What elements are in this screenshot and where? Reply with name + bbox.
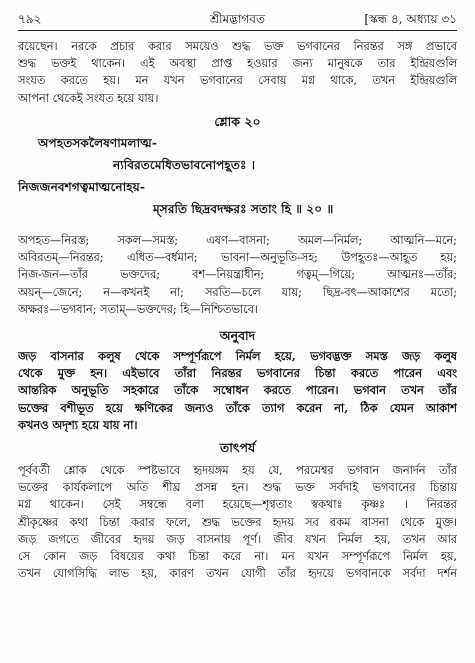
text-line: সংযত করতে হয়। মন যখন ভগবানের সেবায় মগ্ন থাকে, তখন ইন্দ্রিয়গুলি — [18, 74, 457, 88]
verse-line: অপহতসকলৈষণামলাত্ম- — [38, 136, 157, 150]
text-line: মগ্ন থাকেন। সেই সম্বন্ধে বলা হয়েছে—শৃণ্বতাং স্বকথাঃ কৃষ্ণঃ । নিরন্তর — [18, 498, 457, 512]
text-line: শুদ্ধ ভক্তই থাকেন। এই অবস্থা প্রাপ্ত হওয়ার জন্য মানুষকে তার ইন্দ্রিয়গুলি — [18, 57, 457, 71]
text-line: ভক্তের বশীভূত হয়ে ক্ষণিকের জন্যও তাঁকে ত্যাগ করেন না, ঠিক যেমন আকাশ — [18, 400, 457, 415]
synonyms-paragraph — [18, 232, 457, 318]
text-line: অয়ন্‌—জেনে; ন—কখনই না; সরতি—চলে যায়; ছিদ্র-বৎ—আকাশের মতো; — [18, 285, 457, 299]
section-reference: [স্কন্ধ ৪, অধ্যায় ৩১ — [364, 12, 457, 26]
page-number: ৭৯২ — [18, 12, 42, 26]
text-line: কখনও অদৃশ্য হয়ে যায় না। — [18, 417, 138, 432]
text-line: অবিরতম্‌—নিরন্তর; এধিত—বর্ধমান; ভাবনা—অনুভূতি-সহ; উপহূতঃ—আহূত হয়; — [18, 251, 457, 265]
book-title: শ্রীমদ্ভাগবত — [209, 12, 265, 26]
verse-line: ম্‌সরতি ছিদ্রবদক্ষরঃ সতাং হি ॥ ২০ ॥ — [153, 202, 334, 216]
text-line: শ্রীকৃষ্ণের কথা চিন্তা করার ফলে, শুদ্ধ ভক্তের হৃদয় সব রকম বাসনা থেকে মুক্ত। — [18, 515, 457, 529]
text-line: রয়েছেন। নরকে প্রচার করার সময়েও শুদ্ধ ভক্ত ভগবানের নিরন্তর সঙ্গ প্রভাবে — [18, 40, 457, 53]
text-line: আন্তরিক অনুভূতি সহকারে তাঁকে সম্বোধন করতে পারেন। ভগবান তখন তাঁর — [18, 383, 457, 398]
purport-heading: তাৎপর্য — [219, 440, 256, 455]
verse-line: ন্যবিরতমেধিতভাবনোপহূতঃ । — [113, 158, 256, 172]
page-header — [18, 10, 457, 28]
text-line: নিজ-জন—তাঁর ভক্তদের; বশ—নিয়ন্ত্রাধীন; গত্বম্‌—গিয়ে; আত্মনঃ—তাঁর; — [18, 268, 457, 282]
text-line: জড় জগতে জীবের হৃদয় জড় বাসনায় পূর্ণ। জীব যখন নির্মল হয়, তখন আর — [18, 532, 457, 546]
intro-paragraph — [18, 38, 457, 107]
text-line: অপহত—নিরস্ত; সকল—সমস্ত; এষণ—বাসনা; অমল—নির্মল; আত্মনি—মনে; — [18, 234, 457, 247]
text-line: তখন যোগসিদ্ধি লাভ হয়, কারণ তখন যোগী তাঁর হৃদয়ে ভগবানকে সর্বদা দর্শন — [18, 567, 457, 581]
translation-heading: অনুবাদ — [219, 328, 256, 343]
text-line: ভক্তের কার্যকলাপে অতি শীঘ্র প্রসন্ন হন। শুদ্ধ ভক্ত সর্বদাই ভগবানের চিন্তায় — [18, 481, 457, 495]
text-line: পূর্ববর্তী শ্লোক থেকে স্পষ্টভাবে হৃদয়ঙ্গম হয় যে, পরমেশ্বর ভগবান জনার্দন তাঁর — [18, 464, 457, 477]
verse-heading: শ্লোক ২০ — [214, 114, 261, 129]
text-line: থেকে মুক্ত হন। এইভাবে তাঁরা নিরন্তর ভগবানের চিন্তা করতে পারেন এবং — [18, 366, 457, 381]
translation-paragraph — [18, 348, 457, 434]
text-line: জড় বাসনার কলুষ থেকে সম্পূর্ণরূপে নির্মল হয়ে, ভগবদ্ভক্ত সমস্ত জড় কলুষ — [18, 349, 457, 363]
header-rule — [18, 30, 457, 31]
text-line: অক্ষরঃ—ভগবান; সতাম্‌—ভক্তদের; হি—নিশ্চিতভাবে। — [18, 302, 258, 316]
verse-line: নিজজনবশগত্বমাত্মনোহয়- — [18, 180, 145, 194]
text-line: সে কোন জড় বিষয়ের কথা চিন্তা করে না। মন যখন সম্পূর্ণরূপে নির্মল হয়, — [18, 549, 457, 563]
purport-paragraph — [18, 462, 457, 582]
verse-text — [18, 132, 457, 220]
text-line: আপনা থেকেই সংযত হয়ে যায়। — [18, 91, 159, 105]
